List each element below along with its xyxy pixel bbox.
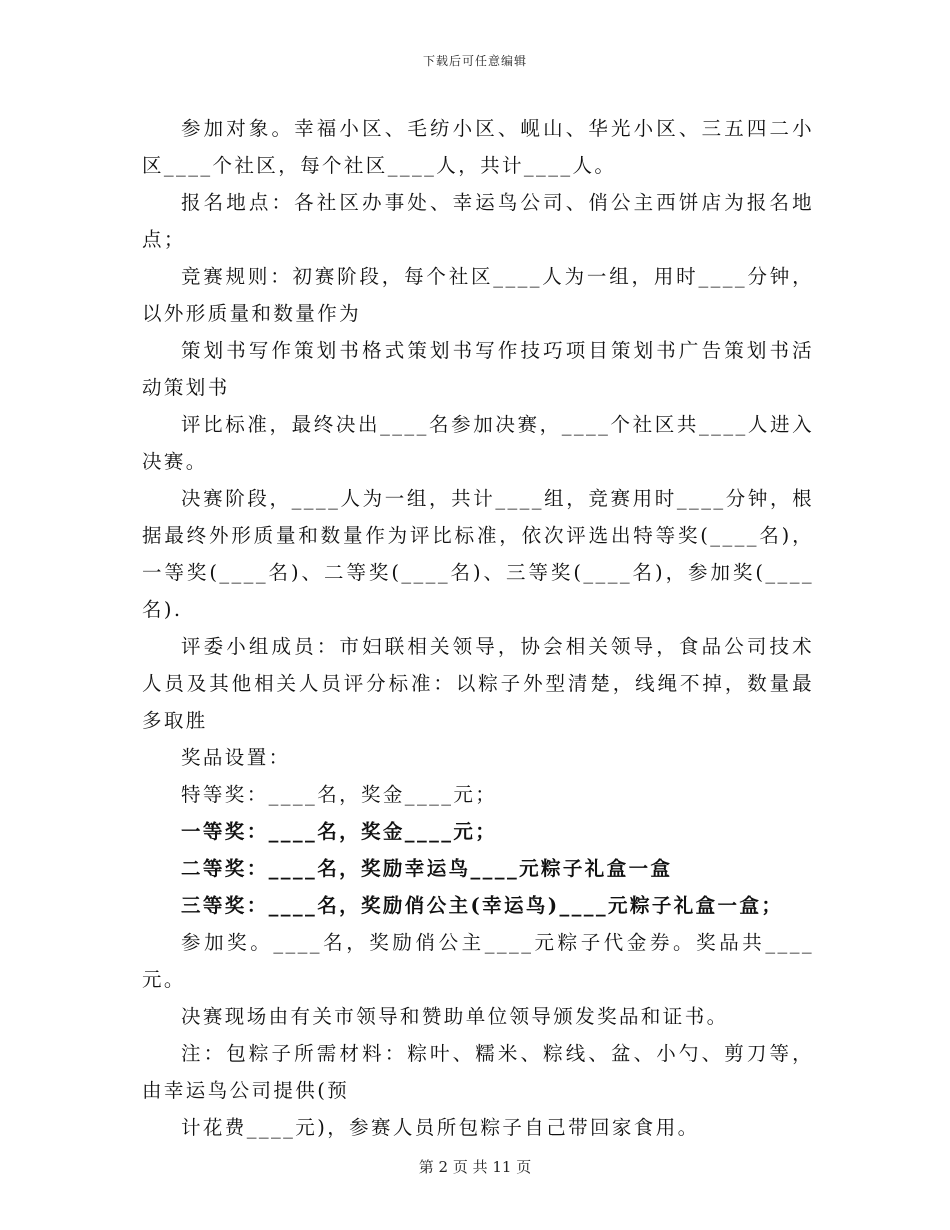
paragraph: 一等奖：____名，奖金____元；: [181, 820, 498, 843]
paragraph: 策划书写作策划书格式策划书写作技巧项目策划书广告策划书活动策划书: [142, 339, 814, 399]
paragraph: 计花费____元)，参赛人员所包粽子自己带回家食用。: [181, 1116, 700, 1139]
paragraph: 参加奖。____名，奖励俏公主____元粽子代金券。奖品共____元。: [142, 931, 814, 991]
paragraph: 二等奖：____名，奖励幸运鸟____元粽子礼盒一盒: [181, 857, 673, 880]
document-body: [142, 110, 814, 1146]
paragraph: 特等奖：____名，奖金____元；: [181, 783, 498, 806]
paragraph: 评比标准，最终决出____名参加决赛，____个社区共____人进入决赛。: [142, 413, 814, 473]
paragraph: 三等奖：____名，奖励俏公主(幸运鸟)____元粽子礼盒一盒；: [181, 894, 784, 917]
paragraph: 决赛现场由有关市领导和赞助单位领导颁发奖品和证书。: [181, 1005, 729, 1028]
paragraph: 报名地点：各社区办事处、幸运鸟公司、俏公主西饼店为报名地点；: [142, 191, 814, 251]
paragraph: 决赛阶段，____人为一组，共计____组，竞赛用时____分钟，根据最终外形质量和数量作为评比标准，依次评选出特等奖(____名)，一等奖(____名)、二等奖(____名)、三等奖(____名)，参加奖(____名).: [142, 487, 814, 621]
paragraph: 竞赛规则：初赛阶段，每个社区____人为一组，用时____分钟，以外形质量和数量作为: [142, 265, 814, 325]
paragraph: 参加对象。幸福小区、毛纺小区、岘山、华光小区、三五四二小区____个社区，每个社区____人，共计____人。: [142, 117, 814, 177]
paragraph: 注：包粽子所需材料：粽叶、糯米、粽线、盆、小勺、剪刀等，由幸运鸟公司提供(预: [142, 1042, 814, 1102]
paragraph: 评委小组成员：市妇联相关领导，协会相关领导，食品公司技术人员及其他相关人员评分标准：以粽子外型清楚，线绳不掉，数量最多取胜: [142, 635, 814, 732]
page-header: 下载后可任意编辑: [422, 54, 527, 68]
paragraph: 奖品设置：: [181, 746, 291, 769]
page-footer: 第 2 页 共 11 页: [418, 1158, 532, 1176]
